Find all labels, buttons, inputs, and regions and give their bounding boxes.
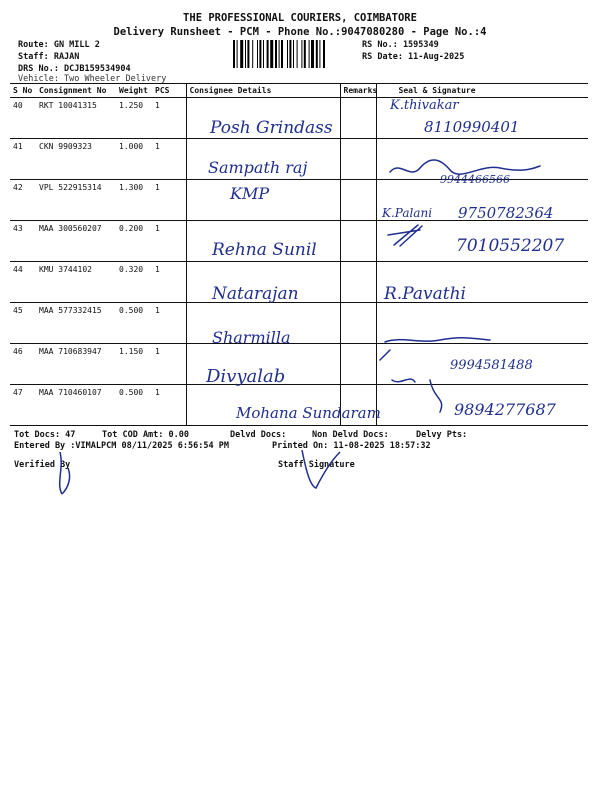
barcode-bar: [304, 40, 306, 68]
cell-weight: 1.250: [116, 98, 152, 139]
delivery-points: Delvy Pts:: [416, 430, 468, 440]
handwritten-phone: 8110990401: [424, 118, 520, 136]
handwritten-consignee: Natarajan: [212, 284, 299, 304]
cell-pcs: 1: [152, 221, 186, 262]
cell-consignment: MAA 710460107: [36, 385, 116, 426]
cell-weight: 0.320: [116, 262, 152, 303]
cell-sno: 47: [10, 385, 36, 426]
cell-weight: 1.300: [116, 180, 152, 221]
barcode-bar: [323, 40, 325, 68]
handwritten-consignee: Sharmilla: [212, 328, 291, 347]
barcode-bar: [270, 40, 273, 68]
cell-weight: 0.500: [116, 385, 152, 426]
total-docs: Tot Docs: 47: [14, 430, 76, 440]
signature-scribbles: [370, 150, 570, 430]
verifier-signature: [50, 448, 90, 498]
col-remarks: Remarks: [340, 84, 376, 98]
printed-on: Printed On: 11-08-2025 18:57:32: [272, 441, 431, 451]
handwritten-phone: 9994581488: [450, 358, 533, 373]
cell-weight: 0.500: [116, 303, 152, 344]
barcode-bar: [297, 40, 298, 68]
cell-pcs: 1: [152, 139, 186, 180]
delivered-docs: Delvd Docs:: [230, 430, 287, 440]
entered-by: Entered By :VIMALPCM 08/11/2025 6:56:54 PM: [14, 441, 229, 451]
cell-consignment: MAA 300560207: [36, 221, 116, 262]
col-consignee: Consignee Details: [186, 84, 340, 98]
cell-consignment: RKT 10041315: [36, 98, 116, 139]
vehicle-label: Vehicle: Two Wheeler Delivery: [18, 74, 167, 84]
barcode-bar: [233, 40, 235, 68]
runsheet-subtitle: Delivery Runsheet - PCM - Phone No.:9047080280 - Page No.:4: [113, 26, 487, 38]
barcode-image: [232, 40, 356, 68]
cell-pcs: 1: [152, 344, 186, 385]
table-header-row: [10, 84, 588, 98]
handwritten-phone: 9750782364: [458, 204, 554, 222]
handwritten-signature: K.Palani: [382, 206, 433, 220]
cell-sno: 42: [10, 180, 36, 221]
barcode-bar: [245, 40, 246, 68]
cell-sno: 45: [10, 303, 36, 344]
barcode-bar: [287, 40, 288, 68]
barcode-bar: [237, 40, 238, 68]
barcode-bar: [252, 40, 253, 68]
rs-number: RS No.: 1595349: [362, 40, 439, 50]
handwritten-consignee: Sampath raj: [208, 158, 308, 177]
barcode-bar: [309, 40, 310, 68]
rs-date: RS Date: 11-Aug-2025: [362, 52, 465, 62]
route-label: Route: GN MILL 2: [18, 40, 100, 50]
barcode-bar: [319, 40, 320, 68]
col-seal-signature: Seal & Signature: [376, 84, 588, 98]
handwritten-signature: K.thivakar: [390, 98, 459, 113]
barcode-bar: [289, 40, 291, 68]
cell-sno: 44: [10, 262, 36, 303]
handwritten-consignee: KMP: [230, 184, 270, 203]
barcode-bar: [259, 40, 261, 68]
cell-sno: 41: [10, 139, 36, 180]
cell-sno: 43: [10, 221, 36, 262]
verified-by-label: Verified By: [14, 460, 71, 470]
barcode-bar: [293, 40, 294, 68]
cell-consignment: MAA 577332415: [36, 303, 116, 344]
col-pcs: PCS: [152, 84, 186, 98]
cell-pcs: 1: [152, 303, 186, 344]
cell-consignment: KMU 3744102: [36, 262, 116, 303]
barcode-bar: [275, 40, 277, 68]
handwritten-phone: 9894277687: [454, 400, 556, 419]
handwritten-consignee: Mohana Sundaram: [236, 404, 381, 422]
staff-label: Staff: RAJAN: [18, 52, 80, 62]
handwritten-consignee: Rehna Sunil: [212, 240, 317, 260]
barcode-bar: [279, 40, 280, 68]
cell-consignment: MAA 710683947: [36, 344, 116, 385]
barcode-bar: [311, 40, 314, 68]
total-cod-amount: Tot COD Amt: 0.00: [102, 430, 189, 440]
barcode-bar: [257, 40, 258, 68]
cell-pcs: 1: [152, 180, 186, 221]
handwritten-signature: R.Pavathi: [384, 284, 466, 304]
cell-weight: 1.000: [116, 139, 152, 180]
cell-pcs: 1: [152, 262, 186, 303]
barcode-bar: [301, 40, 302, 68]
cell-remarks: [340, 98, 376, 139]
handwritten-phone: 9944466566: [440, 173, 510, 186]
handwritten-consignee: Divyalab: [206, 366, 286, 387]
barcode-bar: [247, 40, 249, 68]
company-title: THE PROFESSIONAL COURIERS, COIMBATORE: [183, 12, 417, 24]
cell-sno: 40: [10, 98, 36, 139]
handwritten-phone: 7010552207: [456, 236, 565, 256]
drs-label: DRS No.: DCJB159534904: [18, 64, 131, 74]
barcode-bar: [281, 40, 283, 68]
barcode-bar: [267, 40, 269, 68]
staff-signature-mark: [296, 446, 346, 492]
col-weight: Weight: [116, 84, 152, 98]
cell-pcs: 1: [152, 98, 186, 139]
cell-weight: 1.150: [116, 344, 152, 385]
barcode-bar: [263, 40, 264, 68]
handwritten-consignee: Posh Grindass: [210, 118, 333, 138]
cell-weight: 0.200: [116, 221, 152, 262]
non-delivered-docs: Non Delvd Docs:: [312, 430, 389, 440]
staff-signature-label: Staff Signature: [278, 460, 355, 470]
col-sno: S No: [10, 84, 36, 98]
col-consignment: Consignment No: [36, 84, 116, 98]
barcode-bar: [240, 40, 243, 68]
cell-sno: 46: [10, 344, 36, 385]
barcode-bar: [316, 40, 318, 68]
cell-consignment: CKN 9909323: [36, 139, 116, 180]
cell-pcs: 1: [152, 385, 186, 426]
cell-consignment: VPL 522915314: [36, 180, 116, 221]
